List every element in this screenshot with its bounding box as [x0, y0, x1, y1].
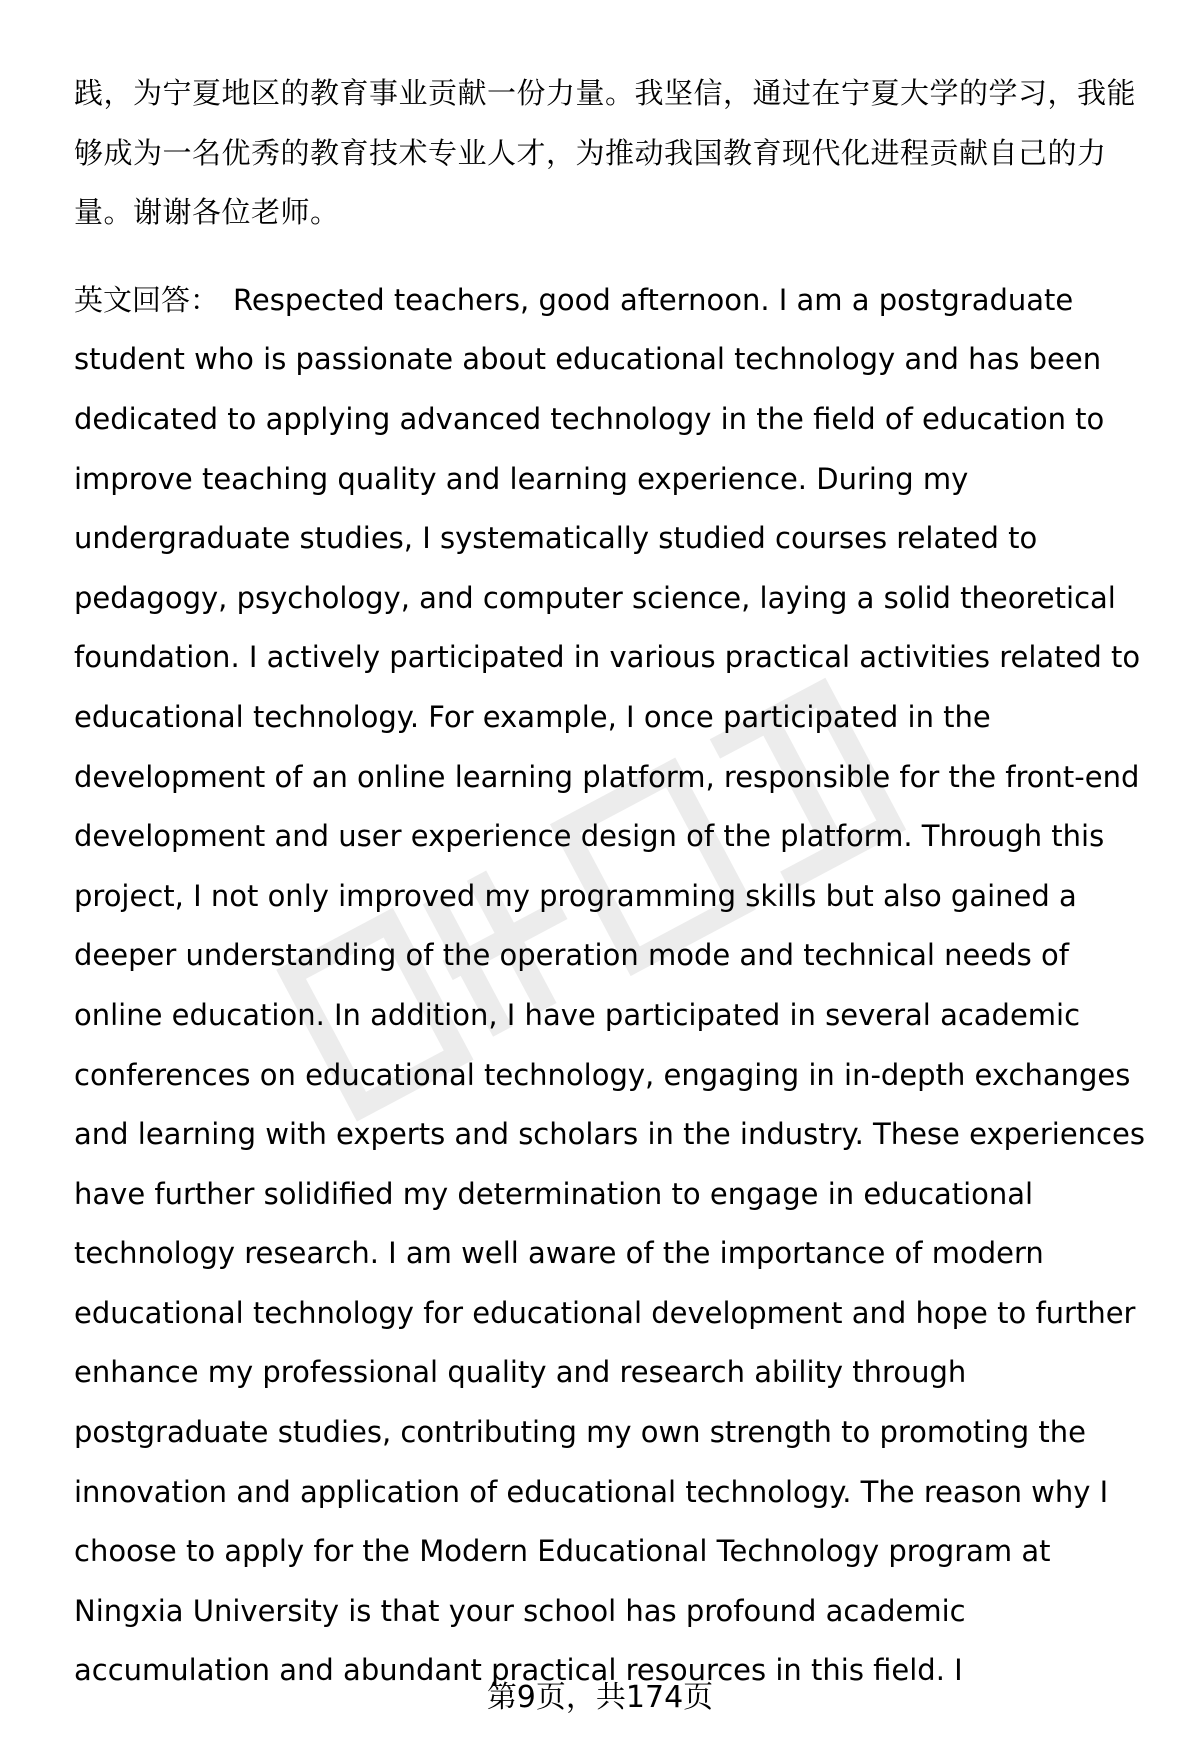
document-body: [74, 64, 1154, 1701]
english-answer-label: 英文回答：: [74, 282, 220, 317]
chinese-paragraph: 践，为宁夏地区的教育事业贡献一份力量。我坚信，通过在宁夏大学的学习，我能够成为一名优秀的教育技术专业人才，为推动我国教育现代化进程贡献自己的力量。谢谢各位老师。: [74, 76, 1137, 230]
english-answer-text: Respected teachers, good afternoon. I am a postgraduate student who is passionate about educational technology and has been dedicated to applying advanced technology in the field of education to improve teaching quality and learning experience. During my undergraduate studies, I systematically studied courses related to pedagogy, psychology, and computer science, laying a solid theoretical foundation. I actively participated in various practical activities related to educational technology. For example, I once participated in the development of an online learning platform, responsible for the front-end development and user experience design of the platform. Through this project, I not only improved my programming skills but also gained a deeper understanding of the operation mode and technical needs of online education. In addition, I have participated in several academic conferences on educational technology, engaging in in-depth exchanges and learning with experts and scholars in the industry. These experiences have further solidified my determination to engage in educational technology research. I am well aware of the importance of modern educational technology for educational development and hope to further enhance my professional quality and research ability through postgraduate studies, contributing my own strength to promoting the innovation and application of educational technology. The reason why I choose to apply for the Modern Educational Technology program at Ningxia University is that your school has profound academic accumulation and abundant practical resources in this field. I: [74, 282, 1145, 1688]
english-answer-paragraph: [74, 271, 1154, 1701]
page-number: 第9页，共174页: [486, 1680, 714, 1715]
